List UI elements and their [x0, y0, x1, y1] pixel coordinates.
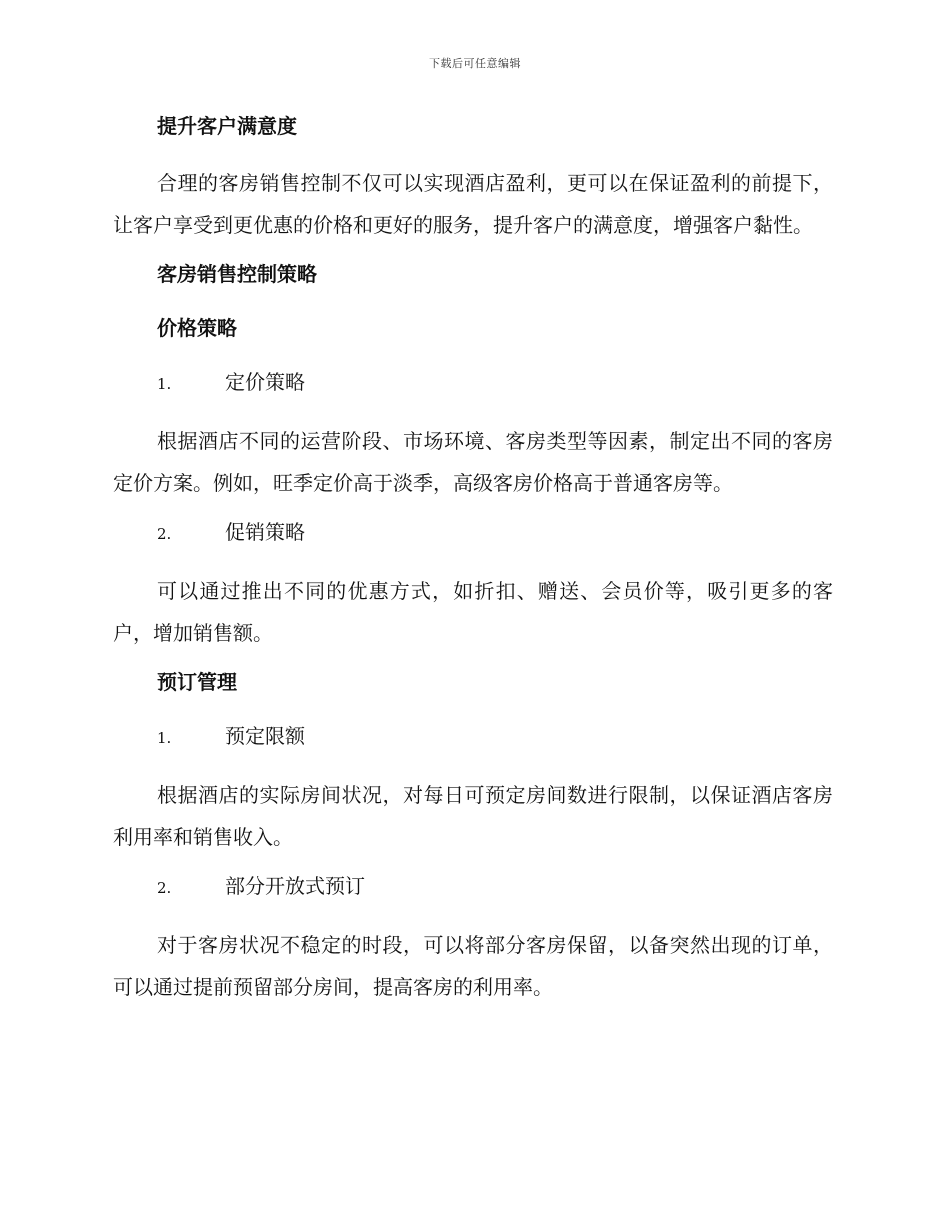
- list-item-number: 1.: [157, 375, 172, 393]
- heading-price-strategy: 价格策略: [157, 316, 237, 340]
- list-item-promotion: [113, 514, 833, 552]
- list-item-number: 2.: [157, 879, 172, 897]
- list-item-number: 2.: [157, 525, 172, 543]
- list-item-label: 促销策略: [225, 520, 305, 544]
- list-item-partial-open-booking: [113, 868, 833, 906]
- paragraph-promotion: 可以通过推出不同的优惠方式，如折扣、赠送、会员价等，吸引更多的客户，增加销售额。: [113, 579, 833, 645]
- list-item-label: 部分开放式预订: [225, 874, 365, 898]
- paragraph-customer-satisfaction: 合理的客房销售控制不仅可以实现酒店盈利，更可以在保证盈利的前提下，让客户享受到更优惠的价格和更好的服务，提升客户的满意度，增强客户黏性。: [113, 171, 833, 237]
- list-item-number: 1.: [157, 729, 172, 747]
- heading-customer-satisfaction: 提升客户满意度: [157, 114, 297, 138]
- paragraph-booking-limit: 根据酒店的实际房间状况，对每日可预定房间数进行限制，以保证酒店客房利用率和销售收入。: [113, 783, 833, 849]
- heading-sales-control-strategy: 客房销售控制策略: [157, 262, 317, 286]
- page-header: 下载后可任意编辑: [429, 57, 521, 70]
- paragraph-partial-open-booking: 对于客房状况不稳定的时段，可以将部分客房保留，以备突然出现的订单，可以通过提前预留部分房间，提高客房的利用率。: [113, 933, 833, 999]
- document-body: [113, 108, 833, 1018]
- heading-reservation-management: 预订管理: [157, 670, 237, 694]
- paragraph-pricing: 根据酒店不同的运营阶段、市场环境、客房类型等因素，制定出不同的客房定价方案。例如，旺季定价高于淡季，高级客房价格高于普通客房等。: [113, 429, 833, 495]
- list-item-booking-limit: [113, 718, 833, 756]
- list-item-pricing: [113, 364, 833, 402]
- list-item-label: 定价策略: [225, 370, 305, 394]
- list-item-label: 预定限额: [225, 724, 305, 748]
